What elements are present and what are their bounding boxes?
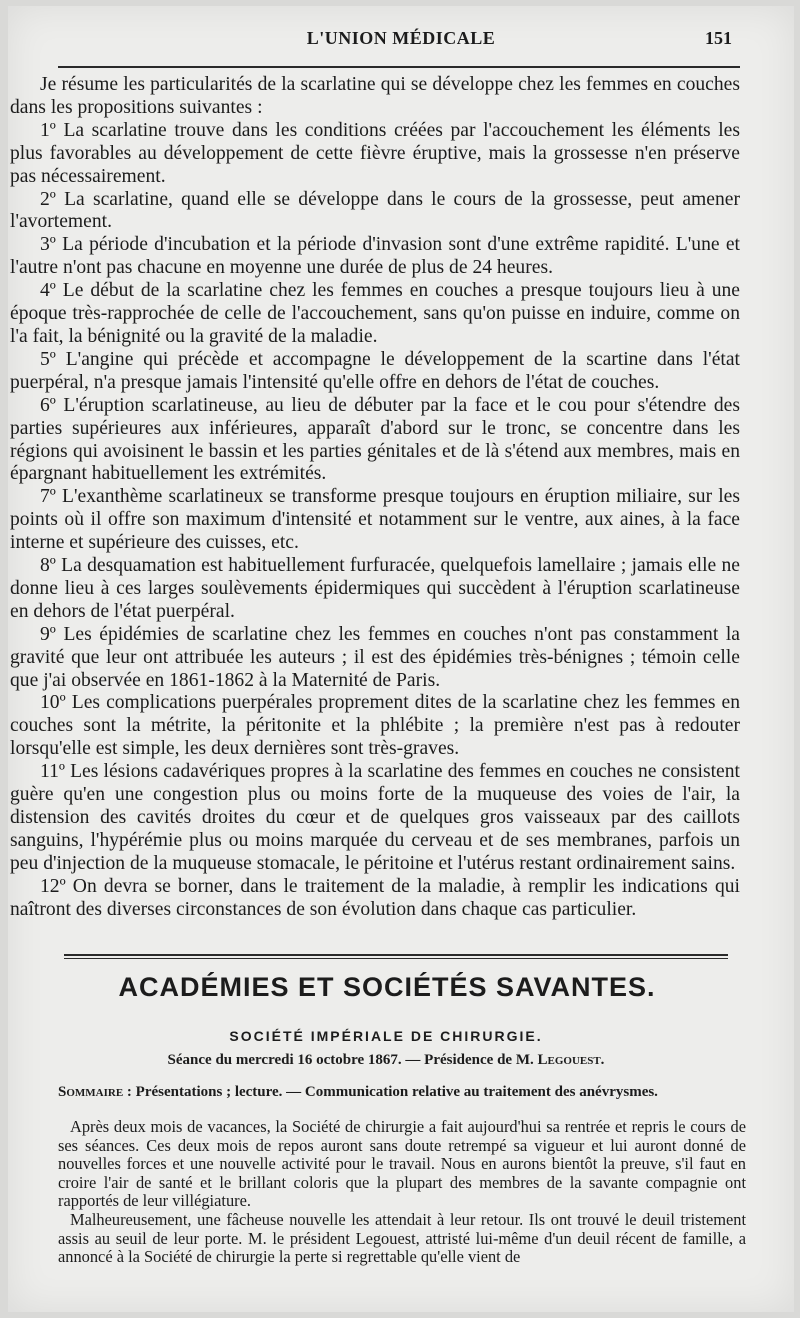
- proposition-2: 2º La scarlatine, quand elle se développe dans le cours de la grossesse, peut amener l'avortement.: [10, 188, 740, 233]
- proposition-4: 4º Le début de la scarlatine chez les femmes en couches a presque toujours lieu à une époque très-rapprochée de celle de l'accouchement, sans qu'on puisse en induire, comme on l'a fait, la bénignité ou la gravité de la maladie.: [10, 280, 740, 347]
- proposition-11: 11º Les lésions cadavériques propres à la scarlatine des femmes en couches ne consistent guère qu'en une congestion plus ou moins forte de la muqueuse des voies de l'air, la distension des cavités droites du cœur et de quelques gros vaisseaux par des caillots sanguins, l'hypérémie plus ou moins marquée du cerveau et de ses membranes, parfois un peu d'injection de la muqueuse stomacale, le péritoine et l'utérus restant ordinairement sains.: [10, 761, 740, 874]
- proposition-10: 10º Les complications puerpérales proprement dites de la scarlatine chez les femmes en couches sont la métrite, la péritonite et la phlébite ; la première n'est pas à redouter lorsqu'elle est simple, les deux dernières sont très-graves.: [10, 692, 740, 760]
- proposition-8: 8º La desquamation est habituellement furfuracée, quelquefois lamellaire ; jamais elle ne donne lieu à ces larges soulèvements épidermiques qui succèdent à l'éruption scarlatineuse en dehors de l'état puerpéral.: [10, 555, 740, 622]
- summary-line: [58, 1084, 734, 1101]
- section-divider-thin: [64, 958, 728, 959]
- report-paragraph: Malheureusement, une fâcheuse nouvelle les attendait à leur retour. Ils ont trouvé le deuil tristement assis au seuil de leur porte. M. le président Legouest, attristé lui-même d'un deuil récent de famille, a annoncé à la Société de chirurgie la perte si regrettable qu'elle vient de: [58, 1209, 746, 1267]
- society-name: SOCIÉTÉ IMPÉRIALE DE CHIRURGIE.: [229, 1028, 543, 1044]
- article-body: [10, 74, 740, 922]
- proposition-6: 6º L'éruption scarlatineuse, au lieu de débuter par la face et le cou pour s'étendre des parties supérieures aux inférieures, apparaît d'abord sur le tronc, se concentre dans les régions qui avoisinent le bassin et les parties génitales et de là s'étend aux membres, mais en épargnant habituellement les extrémités.: [10, 394, 740, 485]
- journal-page: [8, 6, 794, 1312]
- session-line: [8, 1052, 764, 1069]
- proposition-7: 7º L'exanthème scarlatineux se transforme presque toujours en éruption miliaire, sur les points où il offre son maximum d'intensité et notamment sur le ventre, aux aines, à la face interne et supérieure des cuisses, etc.: [10, 486, 740, 554]
- running-title: L'UNION MÉDICALE: [306, 28, 496, 48]
- report-paragraph: Après deux mois de vacances, la Société de chirurgie a fait aujourd'hui sa rentrée et repris le cours de ses séances. Ces deux mois de repos auront sans doute retrempé sa vigueur et lui auront donné de nouvelles forces et une nouvelle activité pour le travail. Nous en aurons bientôt la preuve, s'il faut en croire l'air de santé et le brillant coloris que la plupart des membres de la savante compagnie ont rapportés de leur villégiature.: [58, 1117, 746, 1211]
- section-heading: ACADÉMIES ET SOCIÉTÉS SAVANTES.: [118, 972, 656, 1002]
- section-divider-thick: [64, 954, 728, 956]
- intro-paragraph: Je résume les particularités de la scarlatine qui se développe chez les femmes en couches dans les propositions suivantes :: [10, 74, 740, 118]
- summary-text: Présentations ; lecture. — Communication relative au traitement des anévrysmes.: [131, 1084, 658, 1100]
- header-rule: [58, 66, 740, 68]
- page-header: [8, 28, 794, 58]
- society-report: [58, 1118, 746, 1267]
- proposition-9: 9º Les épidémies de scarlatine chez les femmes en couches n'ont pas constamment la gravité que leur ont attribuée les auteurs ; il est des épidémies très-bénignes ; témoin celle que j'ai observée en 1861-1862 à la Maternité de Paris.: [10, 623, 740, 691]
- summary-label: Sommaire :: [58, 1084, 132, 1100]
- session-date: Séance du mercredi 16 octobre 1867. — Présidence de M.: [167, 1052, 538, 1068]
- page-number: 151: [705, 28, 732, 48]
- proposition-1: 1º La scarlatine trouve dans les conditions créées par l'accouchement les éléments les plus favorables au développement de cette fièvre éruptive, mais la grossesse n'en préserve pas nécessairement.: [10, 119, 740, 187]
- proposition-12: 12º On devra se borner, dans le traitement de la maladie, à remplir les indications qui naîtront des diverses circonstances de son évolution dans chaque cas particulier.: [10, 875, 740, 920]
- proposition-3: 3º La période d'incubation et la période d'invasion sont d'une extrême rapidité. L'une et l'autre n'ont pas chacune en moyenne une durée de plus de 24 heures.: [10, 234, 740, 279]
- session-president: Legouest.: [537, 1052, 605, 1068]
- proposition-5: 5º L'angine qui précède et accompagne le développement de la scartine dans l'état puerpéral, n'a presque jamais l'intensité qu'elle offre en dehors de l'état de couches.: [10, 348, 740, 393]
